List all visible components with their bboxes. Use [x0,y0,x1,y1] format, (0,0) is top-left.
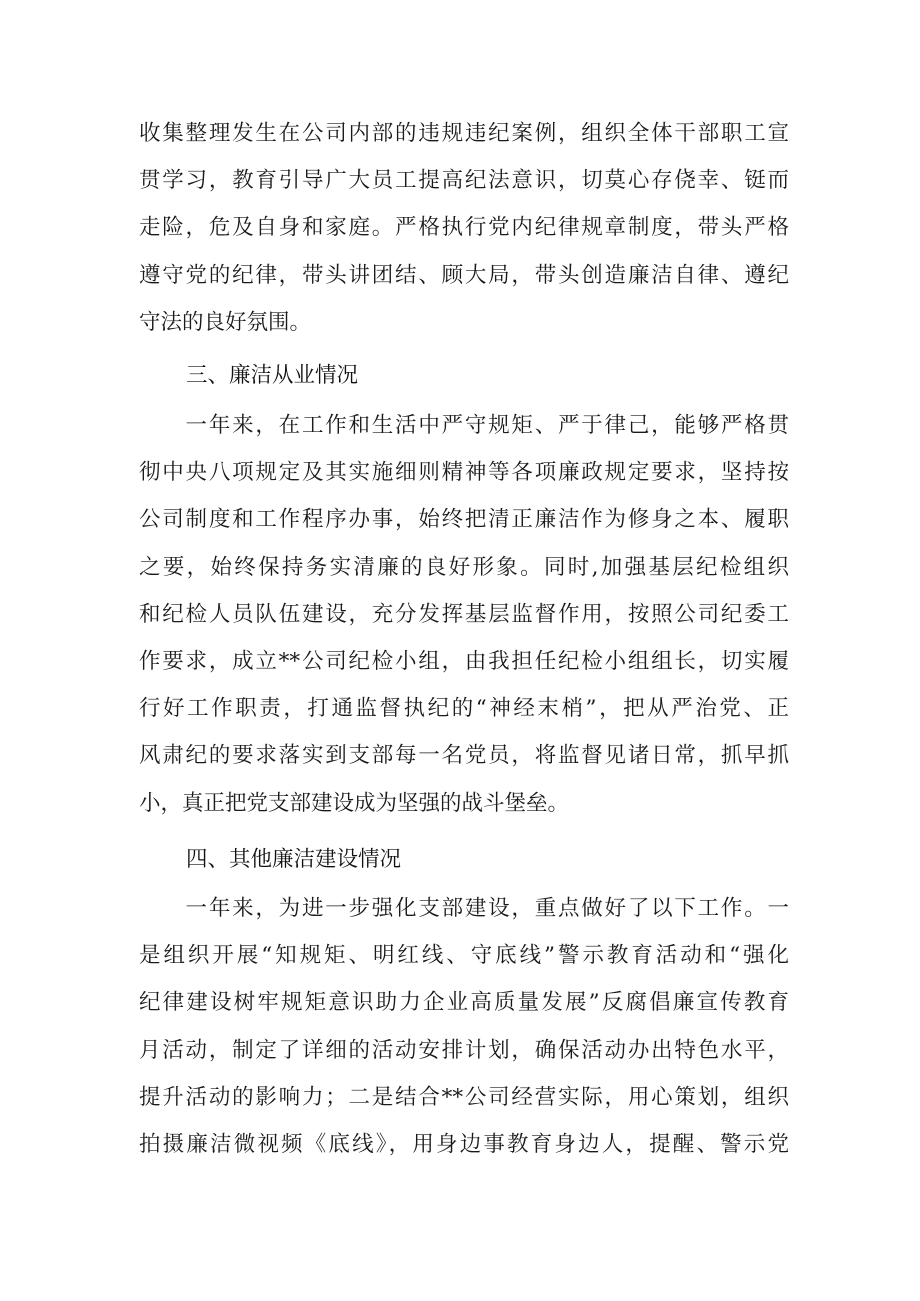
paragraph-discipline-education [139,110,789,346]
paragraph-line: 和纪检人员队伍建设，充分发挥基层监督作用，按照公司纪委工 [139,601,789,627]
paragraph-line: 贯学习，教育引导广大员工提高纪法意识，切莫心存侥幸、铤而 [139,168,789,194]
paragraph-line: 小，真正把党支部建设成为坚强的战斗堡垒。 [139,790,570,816]
paragraph-integrity-practice [139,402,789,827]
paragraph-line: 一年来，在工作和生活中严守规矩、严于律己，能够严格贯 [139,413,789,438]
paragraph-line: 之要，始终保持务实清廉的良好形象。同时,加强基层纪检组织 [139,554,789,580]
section-heading-integrity-practice: 三、廉洁从业情况 [186,363,359,388]
paragraph-other-integrity-building [139,885,789,1168]
paragraph-line: 公司制度和工作程序办事，始终把清正廉洁作为修身之本、履职 [139,507,789,533]
paragraph-line: 提升活动的影响力；二是结合**公司经营实际，用心策划，组织 [139,1084,789,1110]
paragraph-line: 是组织开展“知规矩、明红线、守底线”警示教育活动和“强化 [139,943,789,969]
paragraph-line: 风肃纪的要求落实到支部每一名党员，将监督见诸日常，抓早抓 [139,743,789,769]
paragraph-line: 拍摄廉洁微视频《底线》，用身边事教育身边人，提醒、警示党 [139,1131,789,1157]
paragraph-line: 彻中央八项规定及其实施细则精神等各项廉政规定要求，坚持按 [139,460,789,486]
paragraph-line: 收集整理发生在公司内部的违规违纪案例，组织全体干部职工宣 [139,121,789,146]
paragraph-line: 作要求，成立**公司纪检小组，由我担任纪检小组组长，切实履 [139,648,789,674]
paragraph-line: 一年来，为进一步强化支部建设，重点做好了以下工作。一 [139,896,789,921]
paragraph-line: 纪律建设树牢规矩意识助力企业高质量发展”反腐倡廉宣传教育 [139,990,789,1016]
paragraph-line: 行好工作职责，打通监督执纪的“神经末梢”，把从严治党、正 [139,696,789,722]
paragraph-line: 守法的良好氛围。 [139,309,312,335]
paragraph-line: 月活动，制定了详细的活动安排计划，确保活动办出特色水平， [139,1037,789,1063]
section-heading-other-integrity-building: 四、其他廉洁建设情况 [186,847,402,872]
paragraph-line: 走险，危及自身和家庭。严格执行党内纪律规章制度，带头严格 [139,215,789,241]
paragraph-line: 遵守党的纪律，带头讲团结、顾大局，带头创造廉洁自律、遵纪 [139,262,789,288]
